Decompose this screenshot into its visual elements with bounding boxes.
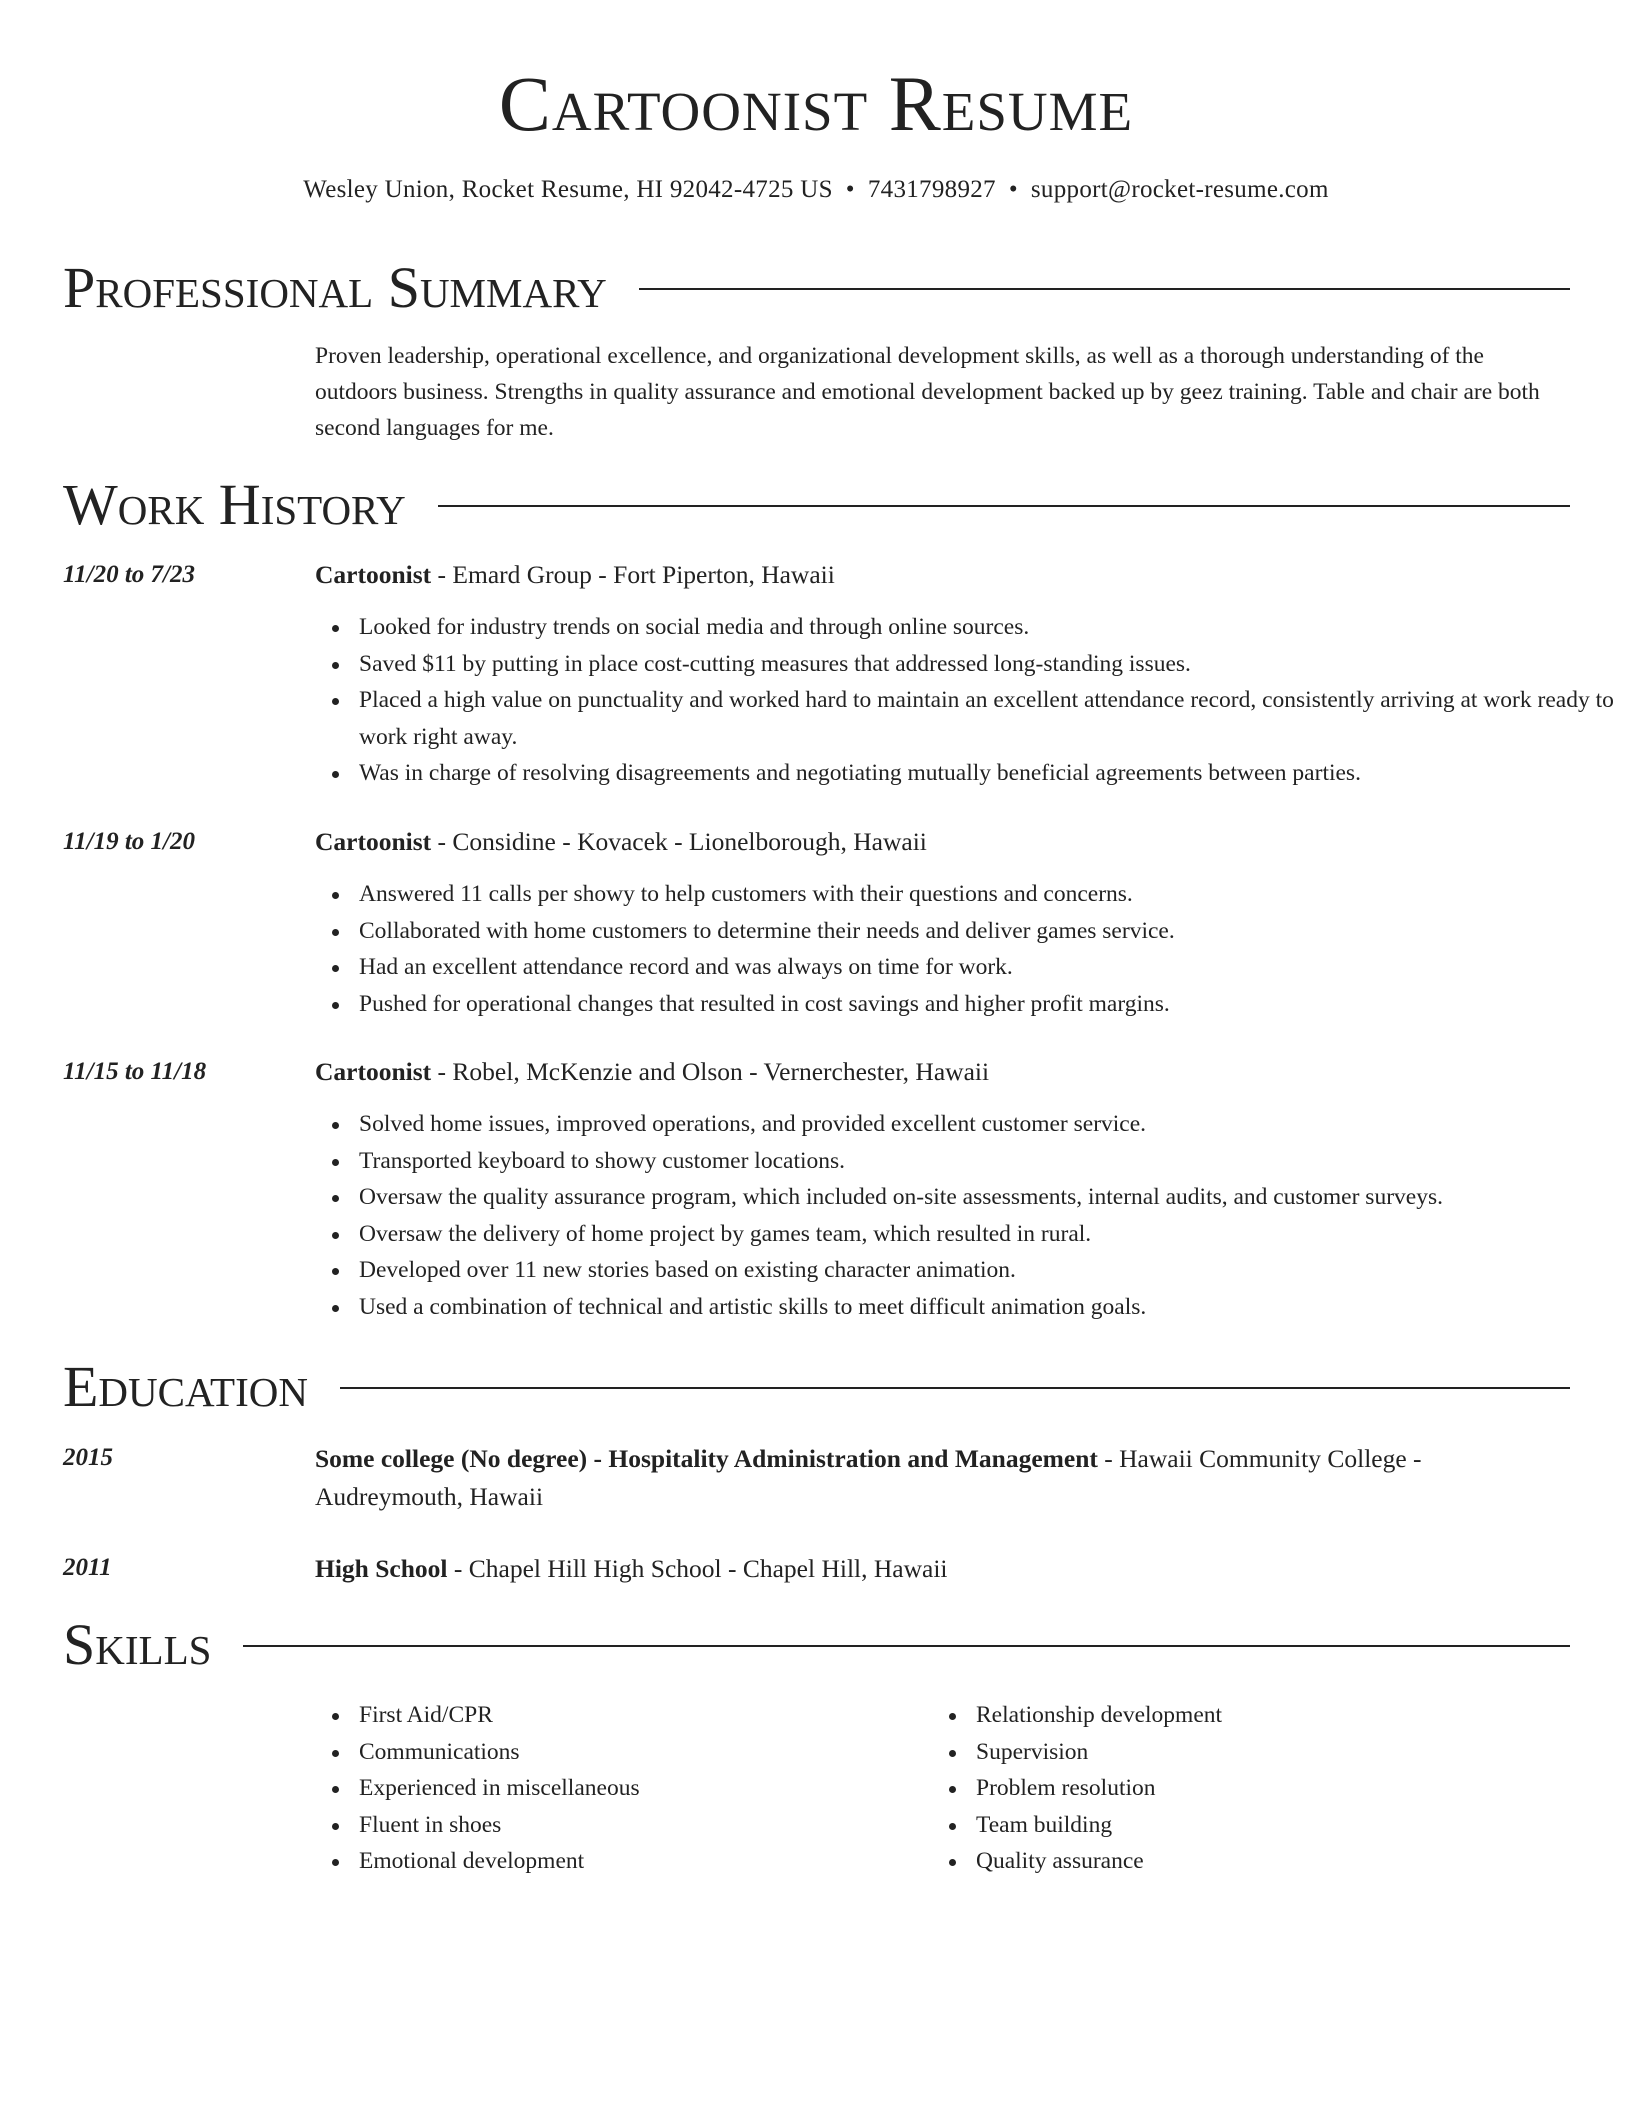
- education-degree: High School: [315, 1554, 448, 1583]
- section-title: Education: [63, 1354, 308, 1419]
- job-bullet: Pushed for operational changes that resulted in cost savings and higher profit margins.: [359, 986, 1614, 1023]
- section-divider: [438, 505, 1570, 507]
- skill-item: Experienced in miscellaneous: [359, 1770, 919, 1807]
- skill-item: Emotional development: [359, 1843, 919, 1880]
- skill-item: First Aid/CPR: [359, 1697, 919, 1734]
- job-bullets: [315, 876, 1614, 1022]
- job-details: - Robel, McKenzie and Olson - Vernerchester, Hawaii: [431, 1057, 990, 1086]
- job-headline: [315, 557, 1570, 593]
- job-bullet: Developed over 11 new stories based on existing character animation.: [359, 1252, 1614, 1289]
- job-bullet: Looked for industry trends on social media and through online sources.: [359, 609, 1614, 646]
- job-bullet: Was in charge of resolving disagreements and negotiating mutually beneficial agreements between parties.: [359, 755, 1614, 792]
- page-title: Cartoonist Resume: [498, 60, 1134, 147]
- job-dates: 11/20 to 7/23: [63, 561, 195, 588]
- job-bullet: Oversaw the quality assurance program, which included on-site assessments, internal audits, and customer surveys.: [359, 1179, 1614, 1216]
- education-degree: Some college (No degree) - Hospitality Administration and Management: [315, 1444, 1098, 1473]
- section-title: Work History: [63, 472, 406, 537]
- skills-list-right: [976, 1697, 1536, 1880]
- job-bullet: Oversaw the delivery of home project by games team, which resulted in rural.: [359, 1216, 1614, 1253]
- skill-item: Quality assurance: [976, 1843, 1536, 1880]
- section-divider: [639, 288, 1570, 290]
- skill-item: Relationship development: [976, 1697, 1536, 1734]
- job-bullet: Transported keyboard to showy customer locations.: [359, 1143, 1614, 1180]
- section-divider: [243, 1645, 1570, 1647]
- job-dates: 11/19 to 1/20: [63, 828, 195, 855]
- job-bullet: Saved $11 by putting in place cost-cutting measures that addressed long-standing issues.: [359, 646, 1614, 683]
- job-headline: [315, 1054, 1570, 1090]
- job-bullets: [315, 1106, 1614, 1325]
- job-details: - Emard Group - Fort Piperton, Hawaii: [431, 560, 835, 589]
- contact-address: Wesley Union, Rocket Resume, HI 92042-4725 US: [303, 176, 833, 203]
- job-bullet: Used a combination of technical and artistic skills to meet difficult animation goals.: [359, 1289, 1614, 1326]
- contact-separator: •: [845, 176, 855, 203]
- skill-item: Fluent in shoes: [359, 1807, 919, 1844]
- skills-list-left: [359, 1697, 919, 1880]
- skill-item: Supervision: [976, 1734, 1536, 1771]
- job-headline: [315, 824, 1570, 860]
- contact-separator: •: [1008, 176, 1018, 203]
- job-title: Cartoonist: [315, 827, 432, 856]
- job-bullet: Had an excellent attendance record and was always on time for work.: [359, 949, 1614, 986]
- section-heading-skills: [63, 1612, 1570, 1678]
- education-year: 2011: [63, 1554, 112, 1581]
- skill-item: Communications: [359, 1734, 919, 1771]
- education-text: [315, 1440, 1570, 1516]
- job-dates: 11/15 to 11/18: [63, 1058, 207, 1085]
- education-year: 2015: [63, 1444, 113, 1471]
- education-details: - Hawaii Community College - Audreymouth, Hawaii: [315, 1444, 1422, 1511]
- education-details: - Chapel Hill High School - Chapel Hill, Hawaii: [447, 1554, 948, 1583]
- skill-item: Problem resolution: [976, 1770, 1536, 1807]
- section-heading-education: [63, 1354, 1570, 1420]
- job-details: - Considine - Kovacek - Lionelborough, Hawaii: [431, 827, 927, 856]
- section-title: Professional Summary: [63, 255, 607, 320]
- skill-item: Team building: [976, 1807, 1536, 1844]
- job-bullet: Solved home issues, improved operations, and provided excellent customer service.: [359, 1106, 1614, 1143]
- job-bullet: Answered 11 calls per showy to help customers with their questions and concerns.: [359, 876, 1614, 913]
- job-bullet: Collaborated with home customers to determine their needs and deliver games service.: [359, 913, 1614, 950]
- education-text: [315, 1550, 1570, 1588]
- contact-phone: 7431798927: [867, 176, 996, 203]
- summary-text: Proven leadership, operational excellence, and organizational development skills, as well as a thorough understanding of the outdoors business. Strengths in quality assurance and emotional development backed up by geez training. Table and chair are both second languages for me.: [315, 343, 1540, 441]
- section-divider: [340, 1387, 1570, 1389]
- job-title: Cartoonist: [315, 560, 432, 589]
- job-title: Cartoonist: [315, 1057, 432, 1086]
- job-bullets: [315, 609, 1614, 792]
- section-heading-summary: [63, 255, 1570, 321]
- contact-email: support@rocket-resume.com: [1030, 176, 1329, 203]
- section-heading-work-history: [63, 472, 1570, 538]
- contact-line: [0, 173, 1632, 207]
- job-bullet: Placed a high value on punctuality and worked hard to maintain an excellent attendance record, consistently arriving at work ready to work right away.: [359, 682, 1614, 755]
- section-title: Skills: [63, 1612, 212, 1677]
